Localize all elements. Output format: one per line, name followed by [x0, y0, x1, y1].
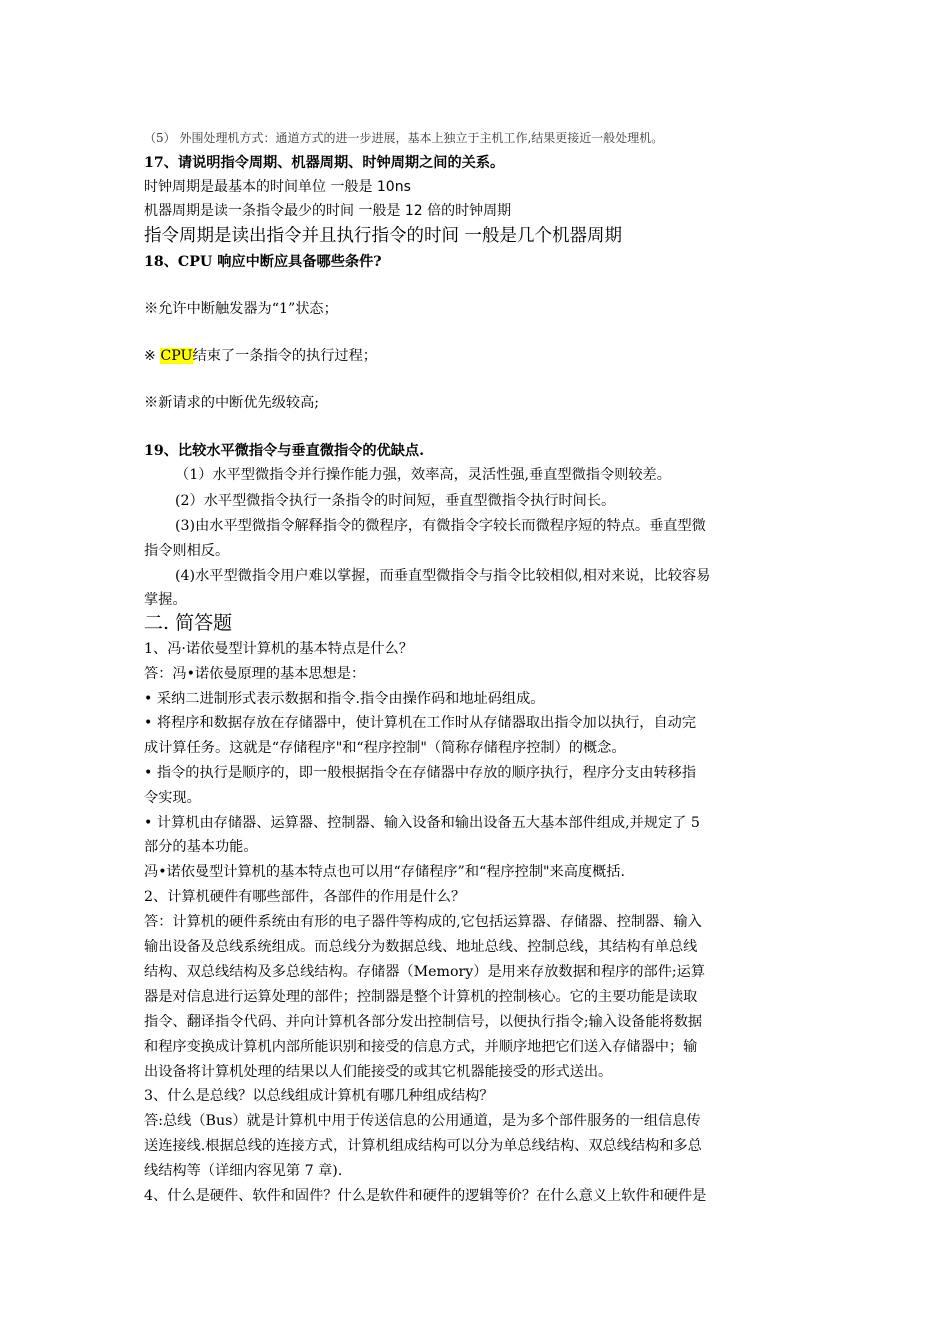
paragraph: 结构、双总线结构及多总线结构。存储器（Memory）是用来存放数据和程序的部件;运算	[144, 964, 706, 980]
paragraph: 出设备将计算机处理的结果以人们能接受的或其它机器能接受的形式送出。	[144, 1064, 613, 1080]
list-item	[144, 345, 377, 367]
paragraph: 冯•诺依曼型计算机的基本特点也可以用“存储程序”和“程序控制"来高度概括.	[144, 864, 625, 880]
list-item: • 计算机由存储器、运算器、控制器、输入设备和输出设备五大基本部件组成,并规定了 5	[144, 815, 700, 831]
list-item-text: 结束了一条指令的执行过程；	[192, 348, 377, 364]
paragraph: 送连接线.根据总线的连接方式，计算机组成结构可以分为单总线结构、双总线结构和多总	[144, 1138, 702, 1154]
paragraph: 指令周期是读出指令并且执行指令的时间 一般是几个机器周期	[144, 226, 623, 246]
paragraph: （5） 外围处理机方式：通道方式的进一步进展，基本上独立于主机工作,结果更接近一般处理机。	[144, 131, 664, 145]
paragraph: 时钟周期是最基本的时间单位 一般是 10ns	[144, 179, 411, 195]
list-item: ※允许中断触发器为“1”状态；	[144, 301, 338, 317]
list-item: • 指令的执行是顺序的，即一般根据指令在存储器中存放的顺序执行，程序分支由转移指	[144, 765, 697, 781]
paragraph: 机器周期是读一条指令最少的时间 一般是 12 倍的时钟周期	[144, 203, 512, 219]
list-item: 部分的基本功能。	[144, 839, 258, 855]
paragraph: 答：计算机的硬件系统由有形的电子器件等构成的,它包括运算器、存储器、控制器、输入	[144, 914, 702, 930]
highlighted-text: CPU	[160, 348, 193, 364]
paragraph: 输出设备及总线系统组成。而总线分为数据总线、地址总线、控制总线，其结构有单总线	[144, 939, 698, 955]
list-item: 成计算任务。这就是“存储程序"和“程序控制"（简称存储程序控制）的概念。	[144, 740, 626, 756]
paragraph: 和程序变换成计算机内部所能识别和接受的信息方式，并顺序地把它们送入存储器中；输	[144, 1039, 698, 1055]
reference-mark: ※	[144, 348, 161, 364]
question-heading: 19、比较水平微指令与垂直微指令的优缺点.	[144, 443, 425, 459]
question-heading: 3、什么是总线？以总线组成计算机有哪几种组成结构？	[144, 1088, 494, 1104]
paragraph: 指令、翻译指令代码、并向计算机各部分发出控制信号，以便执行指令;输入设备能将数据	[144, 1014, 703, 1030]
paragraph: 器是对信息进行运算处理的部件；控制器是整个计算机的控制核心。它的主要功能是读取	[144, 989, 698, 1005]
list-item: • 将程序和数据存放在存储器中，使计算机在工作时从存储器取出指令加以执行，自动完	[144, 715, 697, 731]
paragraph: 答：冯•诺依曼原理的基本思想是：	[144, 666, 366, 682]
paragraph: 线结构等（详细内容见第 7 章).	[144, 1163, 343, 1179]
question-heading: 18、CPU 响应中断应具备哪些条件?	[144, 254, 382, 270]
section-heading: 二. 简答题	[144, 612, 233, 634]
question-heading: 4、什么是硬件、软件和固件？什么是软件和硬件的逻辑等价？在什么意义上软件和硬件是	[144, 1188, 707, 1204]
list-item: ※新请求的中断优先级较高;	[144, 395, 320, 411]
question-heading: 1、冯·诺依曼型计算机的基本特点是什么？	[144, 641, 413, 657]
paragraph: 答:总线（Bus）就是计算机中用于传送信息的公用通道，是为多个部件服务的一组信息传	[144, 1113, 701, 1129]
paragraph: (2）水平型微指令执行一条指令的时间短，垂直型微指令执行时间长。	[175, 493, 616, 509]
question-heading: 17、请说明指令周期、机器周期、时钟周期之间的关系。	[144, 155, 505, 171]
paragraph: （1）水平型微指令并行操作能力强，效率高，灵活性强,垂直型微指令则较差。	[175, 467, 671, 483]
paragraph: (4)水平型微指令用户难以掌握，而垂直型微指令与指令比较相似,相对来说，比较容易	[175, 568, 711, 584]
question-heading: 2、计算机硬件有哪些部件，各部件的作用是什么？	[144, 889, 466, 905]
paragraph: 掌握。	[144, 592, 187, 608]
list-item: • 采纳二进制形式表示数据和指令.指令由操作码和地址码组成。	[144, 691, 545, 707]
paragraph: (3)由水平型微指令解释指令的微程序，有微指令字较长而微程序短的特点。垂直型微	[175, 518, 706, 534]
list-item: 令实现。	[144, 790, 201, 806]
paragraph: 指令则相反。	[144, 543, 230, 559]
